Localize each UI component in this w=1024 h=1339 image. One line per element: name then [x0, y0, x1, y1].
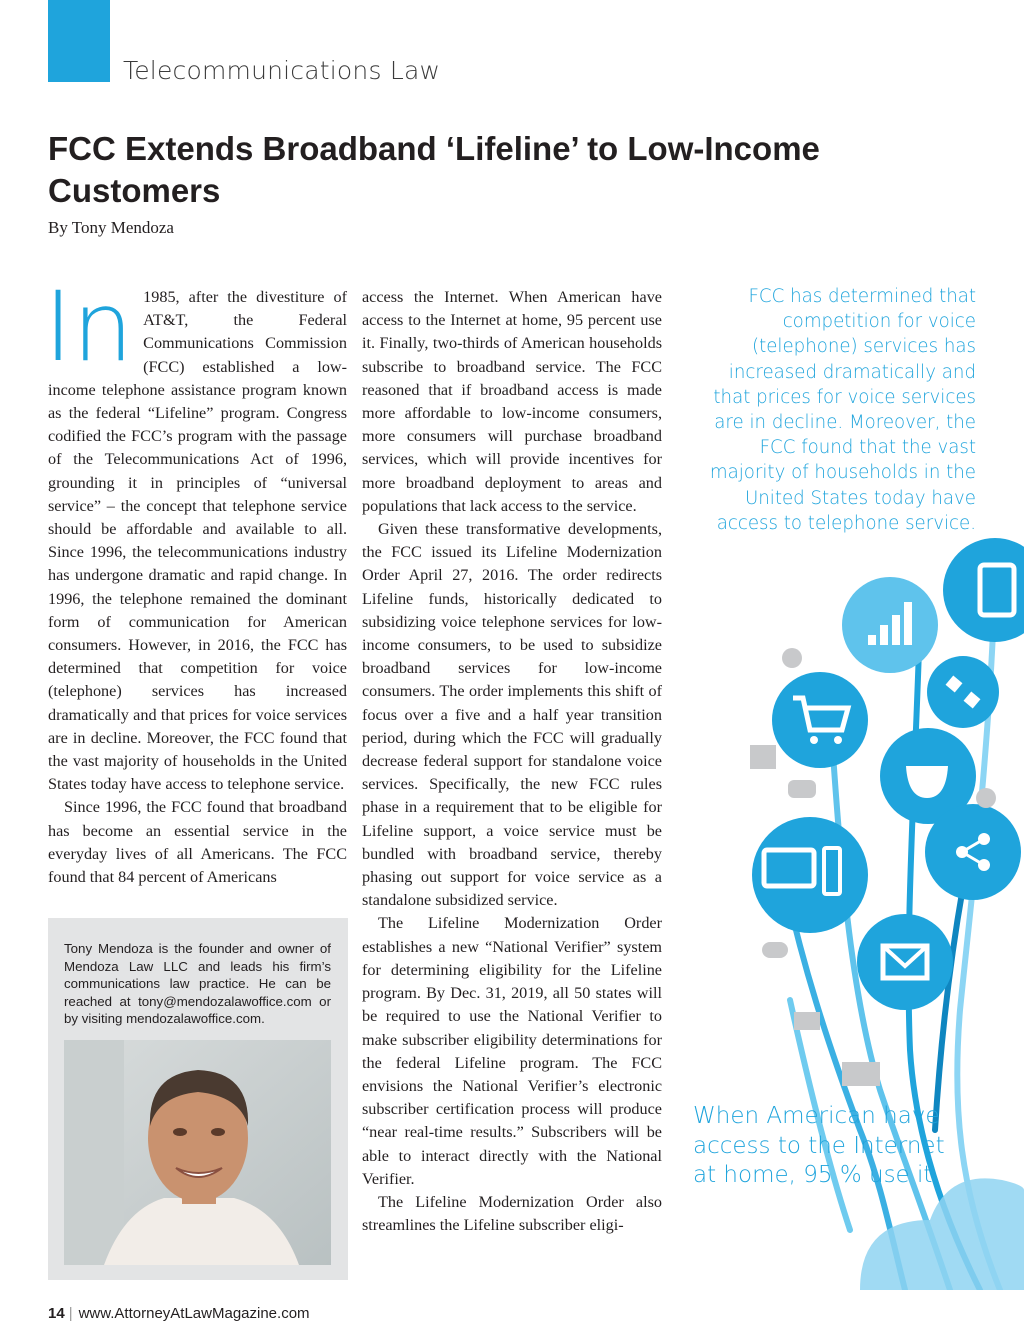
author-bio-text: Tony Mendoza is the founder and owner of Mendoza Law LLC and leads his firm’s communications law practice. He can be reached at tony@mendozalawoffice.com or by visiting mendozalawoffice.com.: [64, 941, 331, 1026]
article-paragraph-4: The Lifeline Modernization Order establishes a new “National Verifier” system for determining eligibility for the Lifeline program. By Dec. 31, 2019, all 50 states will be required to use the National Verifier to make subscriber eligibility determinations for the federal Lifeline program. The FCC envisions the National Verifier’s electronic subscriber certification process will produce “near real-time results.” Subscribers will be able to interact directly with the National Verifier.: [362, 914, 662, 1188]
tablet-icon: [943, 538, 1024, 642]
article-paragraph-2-continued: access the Internet. When American have access to the Internet at home, 95 percent use it. Finally, two-thirds of American households subscribe to broadband service. The FCC reasoned that if broadband access is made more affordable to low-income consumers, more consumers will purchase broadband services, which will provide incentives for more broadband deployment to areas and populations that lack access to the service.: [362, 288, 662, 515]
book-icon: [750, 745, 776, 769]
article-title: FCC Extends Broadband ‘Lifeline’ to Low-Income Customers: [48, 130, 820, 209]
car-icon: [788, 780, 816, 798]
section-label: Telecommunications Law: [123, 56, 441, 85]
article-paragraph-1: [44, 271, 347, 796]
article-paragraph-5: The Lifeline Modernization Order also streamlines the Lifeline subscriber eligi-: [362, 1192, 662, 1235]
footer-divider: |: [68, 1305, 73, 1322]
pull-quote: FCC has determined that competition for voice (telephone) services has increased dramatically and that prices for voice services are in decline. Moreover, the FCC found that the vast majority of households in the United States today have access to telephone service.: [709, 286, 976, 534]
byline: By Tony Mendoza: [48, 218, 174, 237]
author-photo: [64, 1040, 331, 1265]
article-column-1: [44, 271, 347, 889]
chat-bubble-icon: [794, 1012, 820, 1030]
article-paragraph-3: Given these transformative developments, the FCC issued its Lifeline Modernization Order April 27, 2016. The order redirects Lifeline funds, historically dedicated to subsidizing voice telephone services for low-income consumers, to be used to subsidize broadband services for low-income consumers. The order implements this shift of focus over a five and a half year transition period, during which the FCC will gradually decrease federal support for standalone voice services. Specifically, the new FCC rules phase in a requirement that to be eligible for Lifeline support, a voice service must be bundled with broadband service, thereby phasing out support for voice service as a standalone subsidized service.: [362, 520, 662, 910]
section-accent-block: [48, 0, 110, 82]
paragraph-1-text: 1985, after the divestiture of AT&T, the Federal Communications Commission (FCC) established a low-income telephone assistance program known as the federal “Lifeline” program. Congress codified the FCC’s program with the passage of the Telecommunications Act of 1996, grounding it in principles of “universal service” – the concept that telephone service should be affordable and available to all. Since 1996, the telecommunications industry has undergone dramatic and rapid change. In 1996, the telephone remained the dominant form of communication for American consumers. However, in 2016, the FCC has determined that competition for voice (telephone) services has increased dramatically and that prices for voice services are in decline. Moreover, the FCC found that the vast majority of households in the United States today have access to telephone service.: [48, 288, 347, 794]
drop-cap: In: [44, 271, 134, 383]
page-footer: [48, 1305, 310, 1322]
cup-icon: [762, 942, 788, 958]
article-column-2: [362, 286, 662, 1237]
shopping-cart-icon: [772, 672, 868, 768]
author-bio-box: [48, 918, 348, 1280]
apple-icon: [976, 788, 996, 808]
laptop-icon: [842, 1062, 880, 1086]
share-icon: [925, 804, 1021, 900]
article-paragraph-2: Since 1996, the FCC found that broadband has become an essential service in the everyday lives of all Americans. The FCC found that 84 percent of Americans: [48, 798, 347, 887]
desktop-computer-icon: [752, 817, 868, 933]
page-number: 14: [48, 1305, 65, 1322]
satellite-icon: [927, 656, 999, 728]
sun-icon: [782, 648, 802, 668]
signal-bars-icon: [842, 577, 938, 673]
envelope-icon: [857, 914, 953, 1010]
callout-statistic: When American have access to the Internet at home, 95 % use it.: [693, 1103, 945, 1188]
footer-website-link[interactable]: www.AttorneyAtLawMagazine.com: [78, 1305, 310, 1322]
